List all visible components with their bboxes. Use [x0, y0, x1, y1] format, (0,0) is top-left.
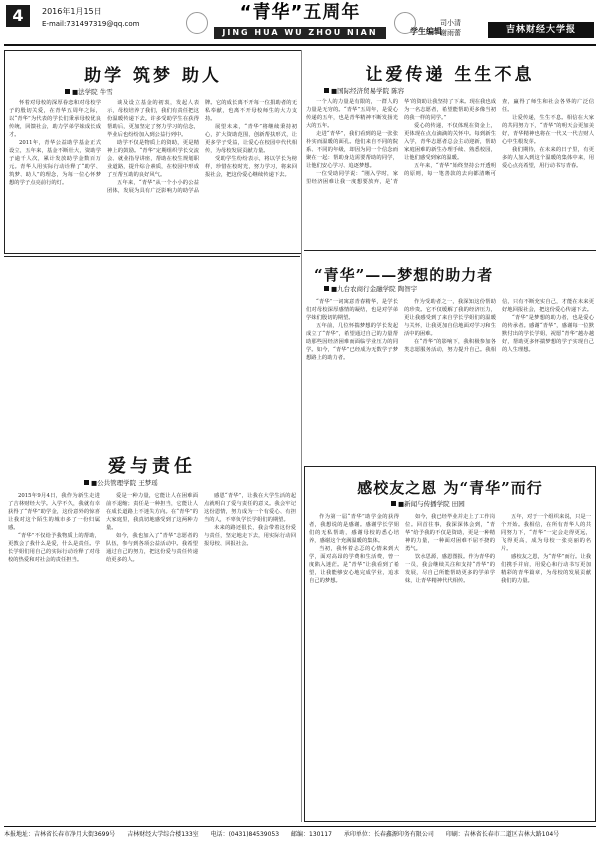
paragraph: 五年前，几位怀揣梦想的学长发起成立了“青华”，希望通过自己的力量帮助那些因经济困难而面临学业压力的同学。如今，“青华”已经成为无数学子梦想路上的助力者。 [306, 323, 398, 361]
flower-ornament-left-icon [186, 12, 208, 34]
column-tag: 学生编辑 [410, 27, 442, 36]
editor-name-2: 谢雨蕾 [440, 29, 461, 37]
banner-title-quote: “青华” [239, 2, 304, 23]
paragraph: 在“青华”的影响下，我积极参加各类志愿服务活动，努力提升自己。我相信，只有不断充实自己，才能在未来更好地回报社会，把这份爱心传递下去。 [404, 299, 594, 353]
paragraph: 未来的路还很长，我会带着这份爱与责任，坚定地走下去，用实际行动回报母校、回报社会。 [204, 525, 296, 547]
paragraph: “青华”是梦想的助力者，也是爱心的传承者。感谢“青华”，感谢每一位默默付出的学长学姐，祝愿“青华”越办越好，帮助更多怀揣梦想的学子实现自己的人生理想。 [502, 315, 594, 353]
article-2-byline-text: ■国际经济贸易学院 陈容 [331, 87, 405, 95]
paragraph: 五年来，“青华”始终坚持公开透明的原则，每一笔善款的去向都清晰可查，赢得了师生和社会各界的广泛信任。 [404, 99, 594, 177]
editor-names [440, 18, 461, 38]
article-4-byline-text: ■公共管理学院 王梦瑶 [91, 479, 158, 487]
banner-pinyin: JING HUA WU ZHOU NIAN [214, 27, 386, 39]
paragraph: 爱是一种力量，它能让人在困难面前不退缩；责任是一种担当，它能让人在成长道路上不迷失方向。在“青华”的大家庭里，我真切地感受到了这两种力量。 [106, 493, 198, 531]
article-3-body [306, 298, 594, 462]
article-2-byline [324, 86, 404, 95]
footer-zip: 邮编：130117 [291, 831, 332, 838]
paragraph: 五年，对于一个组织来说，只是一个开始。我相信，在所有青华人的共同努力下，“青华”一定会走得更远，飞得更高，成为母校一张亮丽的名片。 [501, 514, 591, 552]
paragraph: 谈及设立基金的初衷，发起人表示，母校培养了我们，我们有责任把这份温暖传递下去。许多受助学生在获得帮助后，更加坚定了努力学习的信念，毕业后也纷纷加入到公益行列中。 [107, 100, 199, 138]
article-5-body [309, 513, 591, 817]
article-4-headline: 爱与责任 [108, 456, 196, 477]
paragraph: 我们期待，在未来的日子里，有更多的人加入到这个温暖的集体中来，用爱心点亮希望，用行动书写青春。 [502, 147, 594, 169]
article-1-byline-text: ■法学院 牛雪 [72, 88, 113, 96]
article-1-headline: 助学 筑梦 助人 [84, 66, 222, 86]
article-1-byline [65, 87, 113, 96]
article-2 [304, 50, 596, 250]
paragraph: 怀着对母校的深厚眷恋和对母校学子的殷切关爱，在青华五周年之际，以“青华”为代表的学长们秉承母校优良传统，回馈社会，助力学弟学妹成长成才。 [9, 100, 101, 138]
article-4-byline [84, 478, 158, 487]
paragraph: 走进“青华”，我们看到的是一张张朴实而温暖的面孔。他们来自不同的院系、不同的年级，却因为同一个信念而聚在一起：帮助身边需要帮助的同学，让他们安心学习、追逐梦想。 [306, 131, 398, 169]
byline-marker-icon [324, 286, 329, 291]
article-2-headline: 让爱传递 生生不息 [365, 65, 535, 85]
paragraph: 如今，我已经毕业并走上了工作岗位。回首往事，我深深体会到，“青华”给予我的不仅是资助，更是一种精神的力量，一种面对困难不屈不挠的勇气。 [405, 514, 495, 552]
paragraph: 当初，我怀着忐忑的心情来到大学，面对高昂的学费和生活费，曾一度陷入迷茫。是“青华”让我看到了希望，让我能够安心地完成学业，追求自己的梦想。 [309, 546, 399, 584]
article-4-body [8, 492, 296, 814]
footer-unit: 吉林财经大学综合楼133室 [127, 831, 199, 838]
section-divider [4, 256, 300, 257]
article-5-headline: 感校友之恩 为“青华”而行 [357, 479, 543, 497]
article-3-byline [324, 284, 417, 293]
publication-date: 2016年1月15日 [42, 7, 102, 16]
paragraph: “青华”一词寓意青春精华，是学长们对母校深厚感情的凝结，也是对学弟学妹们殷切的期望。 [306, 299, 398, 321]
paragraph: 展望未来，“青华”将继续秉持初心，扩大资助范围，创新帮扶形式，让更多学子受益，让爱心在校园中代代相传，为母校发展贡献力量。 [205, 124, 297, 154]
paragraph: 作为第一届“青华”助学金的获得者，我想说的是感谢。感谢学长学姐们的无私帮助，感谢母校的悉心培养，感谢这个充满温暖的集体。 [309, 514, 399, 544]
paragraph: 感校友之恩，为“青华”而行。让我们携手并肩，用爱心和行动书写更加精彩的青华篇章，为母校的发展贡献我们的力量。 [501, 554, 591, 584]
paragraph: 助学不仅是物质上的资助，更是精神上的鼓励。“青华”定期组织学长交流会、就业指导讲座，帮助在校生规划职业道路，提升综合素质，在校园中形成了互帮互助的良好风气。 [107, 140, 199, 178]
paragraph: 五年来，“青华”从一个小小的公益团体，发展为具有广泛影响力的助学品牌。它的成长离不开每一位捐助者的无私奉献，也离不开母校师生的大力支持。 [107, 100, 297, 194]
paragraph: 如今，我也加入了“青华”志愿者的队伍，参与到各项公益活动中。我希望通过自己的努力，把这份爱与责任传递给更多的人。 [106, 533, 198, 563]
article-5-byline-text: ■新闻与传播学院 田园 [398, 500, 465, 508]
article-4 [4, 260, 300, 820]
paragraph: 2015年9月4日，我作为新生走进了吉林财经大学。入学不久，我就有幸获得了“青华”助学金，这份意外的惊喜让我对这个陌生的城市多了一份归属感。 [8, 493, 100, 531]
article-3 [304, 254, 596, 464]
paragraph: “青华”不仅给予我物质上的帮助，更教会了我什么是爱，什么是责任。学长学姐们用自己的实际行动诠释了对母校的热爱和对社会的责任担当。 [8, 533, 100, 563]
paragraph: 一位受助同学说：“刚入学时，家里经济困难让我一度想要放弃，是‘青华’的资助让我坚持了下来。现在我也成为一名志愿者，希望能帮助更多像当初的我一样的同学。” [306, 99, 496, 185]
article-2-body [306, 98, 594, 248]
footer [4, 829, 596, 838]
paragraph: 饮水思源，感恩图报。作为青华的一员，我会继续关注和支持“青华”的发展，尽自己所能帮助更多的学弟学妹，让青华精神代代相传。 [405, 554, 495, 584]
paragraph: 爱心的传递，不仅体现在资金上，更体现在点点滴滴的关怀中。每到新生入学，青华志愿者总会主动迎新，帮助家庭困难的新生办理手续、熟悉校园，让他们感受到家的温暖。 [404, 123, 496, 161]
article-1 [4, 50, 302, 254]
paragraph: 2011年，青华公益助学基金正式设立，五年来，基金不断壮大，资助学子逾千人次，累计发放助学金数百万元。青华人用实际行动诠释了“助学、筑梦、助人”的理念，为每一位心怀梦想的学子点亮前行的灯。 [9, 140, 101, 186]
editor-name-1: 司小清 [440, 19, 461, 27]
banner-title-rest: 五周年 [303, 2, 361, 23]
article-5-byline [391, 499, 465, 508]
byline-marker-icon [391, 501, 396, 506]
newspaper-logo: 吉林财经大学报 [488, 22, 594, 38]
paragraph: 一个人的力量是有限的，一群人的力量是无穷的。“青华”五周年，是爱心传递的五年，也是青华精神不断发扬光大的五年。 [306, 99, 398, 129]
anniversary-banner [214, 2, 386, 39]
paragraph: 让爱传递，生生不息。相信在大家的共同努力下，“青华”的明天会更加美好，青华精神也将在一代又一代吉财人心中生根发芽。 [502, 115, 594, 145]
footer-printer: 承印单位：长春鑫源印务有限公司 [343, 831, 434, 838]
article-3-byline-text: ■九台农商行金融学院 陶智宇 [331, 285, 418, 293]
footer-print-address: 印刷：吉林省长春市二道区吉林大路104号 [445, 831, 560, 838]
banner-title [214, 2, 386, 24]
paragraph: 作为受助者之一，我深知这份帮助的珍贵。它不仅缓解了我的经济压力，更让我感受到了来自学长学姐们的温暖与关怀，让我更加自信地面对学习和生活中的困难。 [404, 299, 496, 337]
article-5 [304, 466, 596, 822]
article-3-headline: “青华”——梦想的助力者 [314, 266, 494, 284]
footer-address: 本报地址：吉林省长春市净月大街3699号 [4, 831, 116, 838]
footer-phone: 电话：(0431)84539053 [210, 831, 280, 838]
masthead-divider [4, 44, 596, 46]
byline-marker-icon [65, 89, 70, 94]
paragraph: 感恩“青华”，让我在大学生活的起点就明白了爱与责任的意义。我会牢记这份恩情，努力成为一个有爱心、有担当的人，不辜负学长学姐们的期望。 [204, 493, 296, 523]
article-1-body [9, 99, 297, 249]
section-divider [304, 250, 596, 251]
paragraph: 受助学生纷纷表示，将以学长为榜样，珍惜在校时光，努力学习，将来回报社会，把这份爱心继续传递下去。 [205, 156, 297, 178]
column-divider [301, 50, 302, 822]
footer-divider [4, 826, 596, 827]
contact-email: E-mail:731497319@qq.com [42, 20, 140, 28]
byline-marker-icon [84, 480, 89, 485]
page-number: 4 [6, 5, 30, 27]
byline-marker-icon [324, 88, 329, 93]
